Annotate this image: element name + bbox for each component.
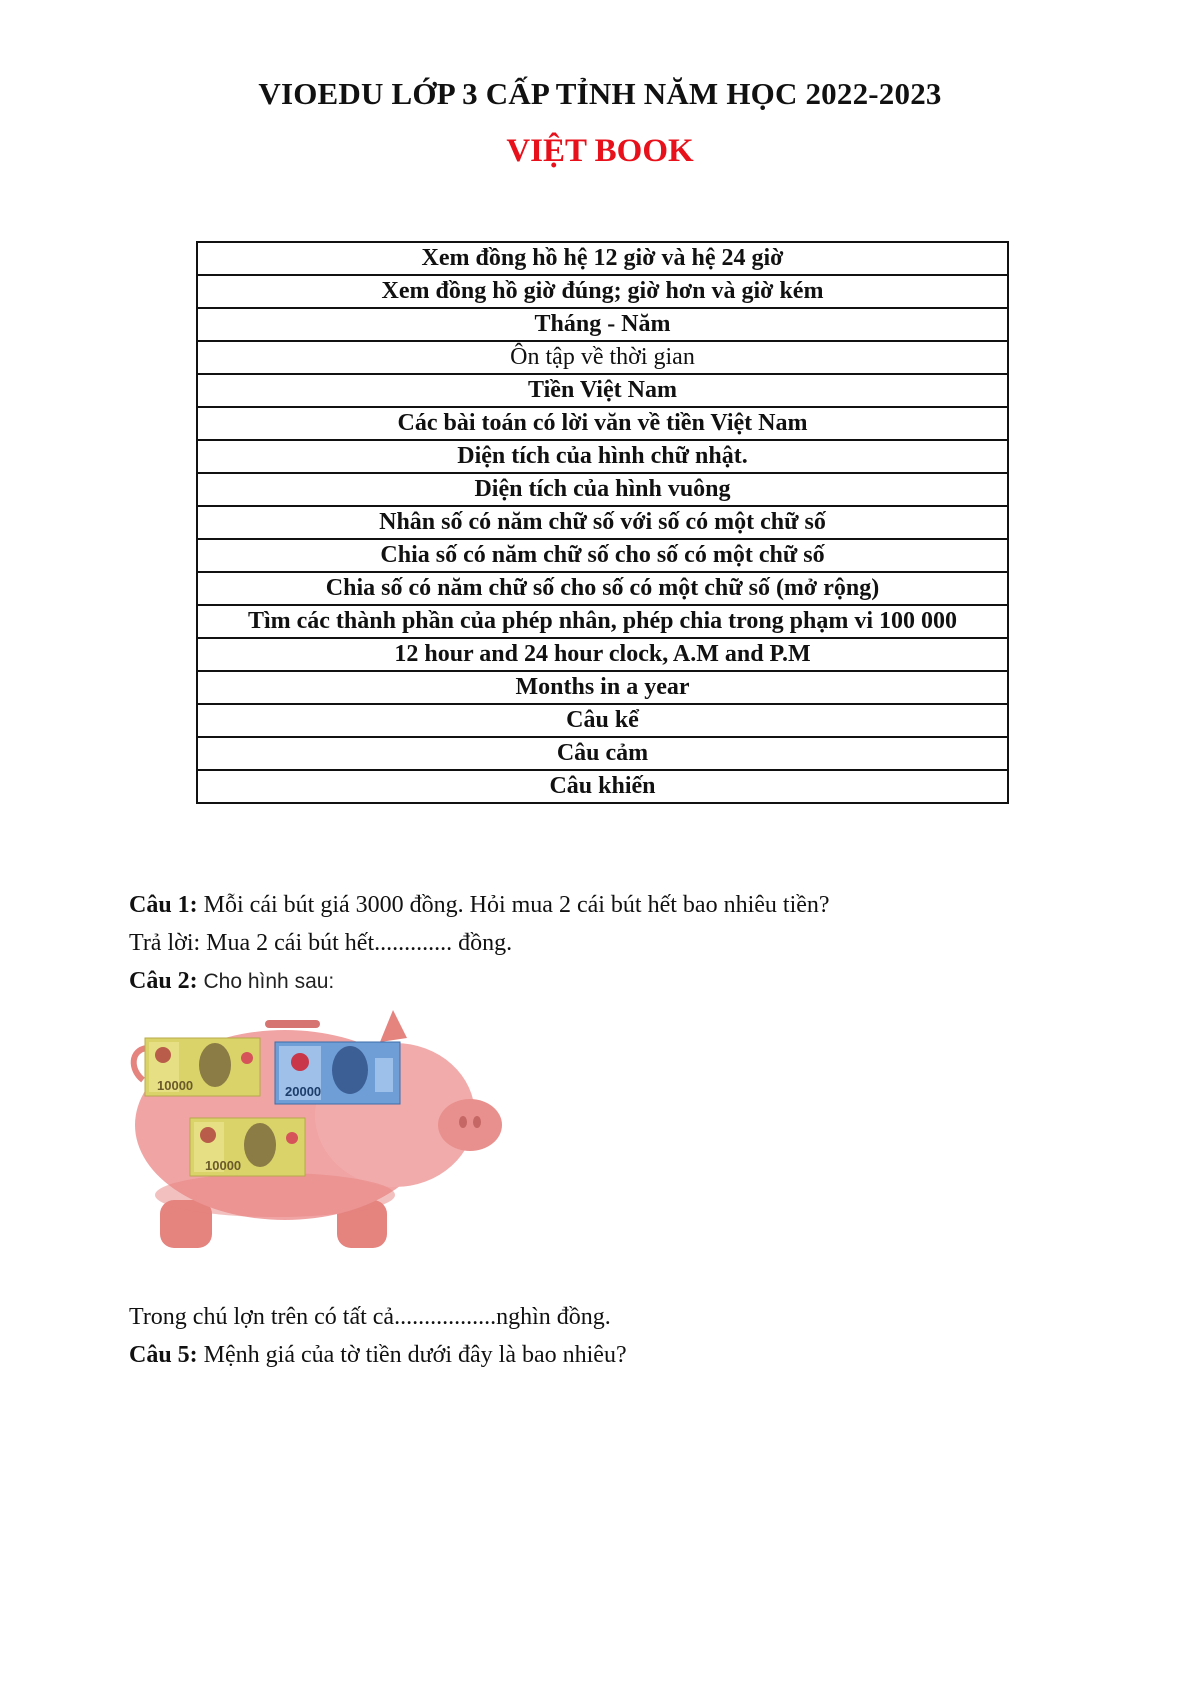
topic-cell: Chia số có năm chữ số cho số có một chữ số (197, 539, 1008, 572)
table-row (197, 671, 1008, 704)
question-2-answer: Trong chú lợn trên có tất cả.................nghìn đồng. (129, 1304, 611, 1330)
topic-cell: Tiền Việt Nam (197, 374, 1008, 407)
banknote-bottom-value: 10000 (205, 1158, 242, 1173)
table-row (197, 539, 1008, 572)
topic-cell: Câu cảm (197, 737, 1008, 770)
question-5 (129, 1340, 627, 1370)
table-row (197, 242, 1008, 275)
table-row (197, 473, 1008, 506)
piggy-bank-figure (125, 1010, 510, 1255)
question-1 (129, 890, 830, 920)
banknote-10000-left (145, 1038, 260, 1096)
topic-cell: Diện tích của hình chữ nhật. (197, 440, 1008, 473)
topic-cell: Xem đồng hồ giờ đúng; giờ hơn và giờ kém (197, 275, 1008, 308)
table-row (197, 440, 1008, 473)
table-row (197, 770, 1008, 803)
banknote-right-value: 20000 (285, 1084, 322, 1099)
question-2-label: Câu 2: (129, 968, 198, 994)
table-row (197, 737, 1008, 770)
topic-cell: 12 hour and 24 hour clock, A.M and P.M (197, 638, 1008, 671)
topic-cell: Tháng - Năm (197, 308, 1008, 341)
topic-cell: Tìm các thành phần của phép nhân, phép chia trong phạm vi 100 000 (197, 605, 1008, 638)
topic-cell: Nhân số có năm chữ số với số có một chữ số (197, 506, 1008, 539)
question-1-label: Câu 1: (129, 892, 198, 918)
table-row (197, 506, 1008, 539)
topic-cell: Các bài toán có lời văn về tiền Việt Nam (197, 407, 1008, 440)
topic-cell: Xem đồng hồ hệ 12 giờ và hệ 24 giờ (197, 242, 1008, 275)
topic-cell: Chia số có năm chữ số cho số có một chữ số (mở rộng) (197, 572, 1008, 605)
question-2-text: Cho hình sau: (197, 970, 335, 993)
table-row (197, 605, 1008, 638)
table-row (197, 308, 1008, 341)
table-row (197, 638, 1008, 671)
table-row (197, 704, 1008, 737)
question-1-answer: Trả lời: Mua 2 cái bút hết............. đồng. (129, 930, 513, 956)
topic-table (196, 241, 1009, 804)
question-1-text: Mỗi cái bút giá 3000 đồng. Hỏi mua 2 cái bút hết bao nhiêu tiền? (197, 892, 830, 918)
table-row (197, 341, 1008, 374)
topic-cell: Câu khiến (197, 770, 1008, 803)
banknote-10000-bottom (190, 1118, 305, 1176)
topic-cell: Months in a year (197, 671, 1008, 704)
page-title: VIOEDU LỚP 3 CẤP TỈNH NĂM HỌC 2022-2023 (258, 76, 942, 111)
table-row (197, 572, 1008, 605)
topic-cell: Diện tích của hình vuông (197, 473, 1008, 506)
table-row (197, 374, 1008, 407)
question-5-label: Câu 5: (129, 1342, 198, 1368)
question-5-text: Mệnh giá của tờ tiền dưới đây là bao nhiêu? (197, 1342, 627, 1368)
table-row (197, 407, 1008, 440)
banknote-left-value: 10000 (157, 1078, 194, 1093)
topic-cell: Câu kể (197, 704, 1008, 737)
banknote-20000-right (275, 1042, 400, 1104)
table-row (197, 275, 1008, 308)
question-2 (129, 966, 334, 997)
page-subtitle: VIỆT BOOK (506, 133, 694, 169)
topic-cell: Ôn tập về thời gian (197, 341, 1008, 374)
